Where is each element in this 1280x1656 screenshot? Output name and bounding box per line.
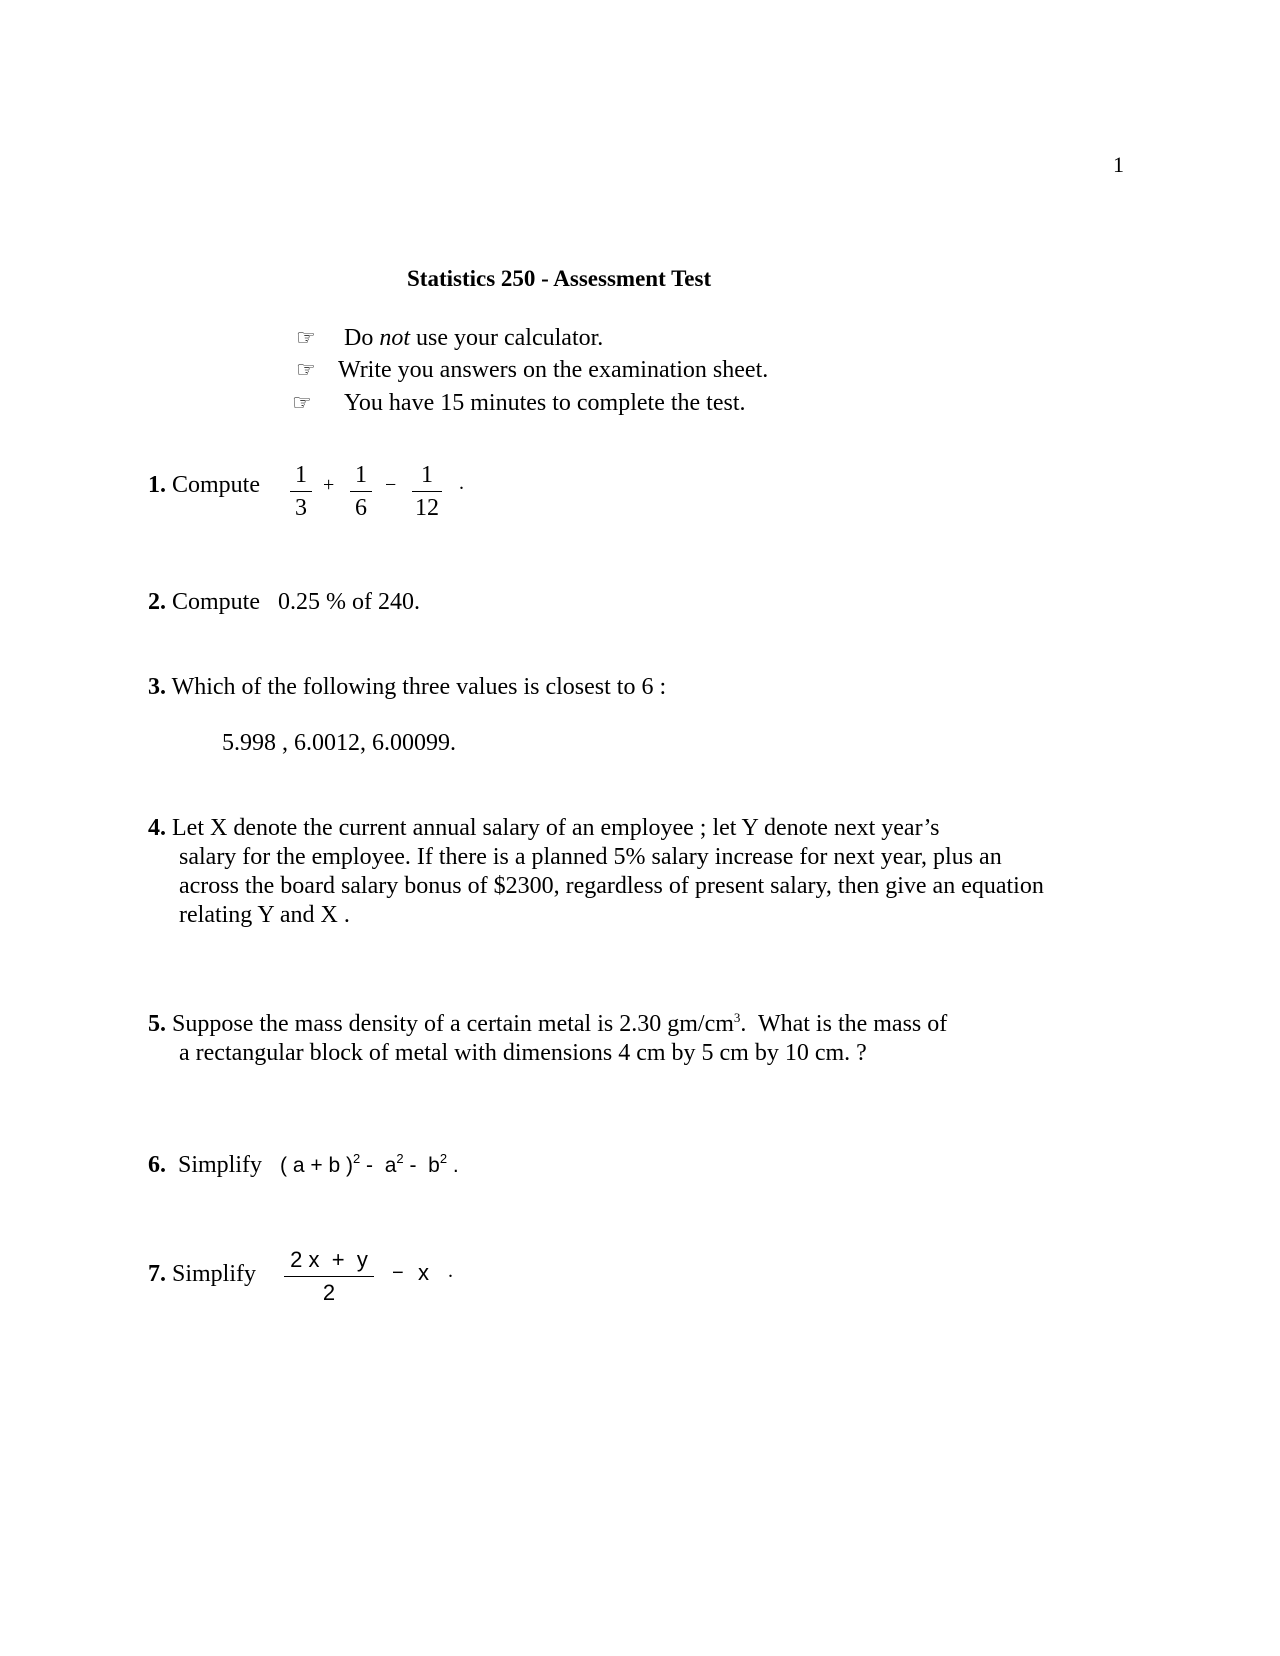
instruction-3: ☞ You have 15 minutes to complete the test. bbox=[292, 390, 746, 416]
question-5: 5. Suppose the mass density of a certain metal is 2.30 $gm/cm^3$. What is the mass of bbox=[148, 1010, 948, 1037]
question-4-line-2: salary for the employee. If there is a planned 5% salary increase for next year, plus an bbox=[179, 844, 1002, 870]
question-1: 1. Compute bbox=[148, 472, 260, 498]
pointing-hand-icon: ☞ bbox=[292, 390, 312, 415]
instruction-1: ☞ Do not use your calculator. bbox=[296, 325, 604, 351]
page-title: Statistics 250 - Assessment Test bbox=[407, 266, 712, 291]
fraction-expression: 2 x + y 2 bbox=[284, 1245, 374, 1308]
fraction-one-third: 1 3 bbox=[290, 460, 312, 523]
minus-operator: − bbox=[385, 474, 397, 496]
question-5-line-2: a rectangular block of metal with dimensions 4 cm by 5 cm by 10 cm. ? bbox=[179, 1040, 867, 1066]
question-2: 2. Compute 0.25 % of 240. bbox=[148, 589, 420, 615]
question-4-line-3: across the board salary bonus of $2300, regardless of present salary, then give an equation bbox=[179, 873, 1044, 899]
fraction-one-twelfth: 1 12 bbox=[412, 460, 442, 523]
period: . bbox=[448, 1260, 453, 1282]
question-4: 4. Let X denote the current annual salary of an employee ; let Y denote next year’s bbox=[148, 815, 940, 841]
fraction-one-sixth: 1 6 bbox=[350, 460, 372, 523]
pointing-hand-icon: ☞ bbox=[296, 357, 316, 382]
instruction-2: ☞ Write you answers on the examination sheet. bbox=[296, 357, 769, 383]
variable-x: x bbox=[418, 1260, 429, 1285]
expression: ( a + b )$^2 - a^2 - b^2$ . bbox=[280, 1151, 459, 1177]
question-7: 7. Simplify bbox=[148, 1261, 257, 1287]
plus-operator: + bbox=[323, 474, 335, 496]
question-3: 3. Which of the following three values is closest to 6 : bbox=[148, 674, 667, 700]
question-6: 6. Simplify ( a + b )$^2 - a^2 - b^2$ . bbox=[148, 1151, 459, 1178]
minus-operator: − bbox=[392, 1262, 404, 1284]
page-number: 1 bbox=[1113, 152, 1124, 177]
question-3-values: 5.998 , 6.0012, 6.00099. bbox=[222, 730, 456, 756]
question-4-line-4: relating Y and X . bbox=[179, 902, 350, 928]
pointing-hand-icon: ☞ bbox=[296, 325, 316, 350]
period: . bbox=[459, 472, 464, 494]
